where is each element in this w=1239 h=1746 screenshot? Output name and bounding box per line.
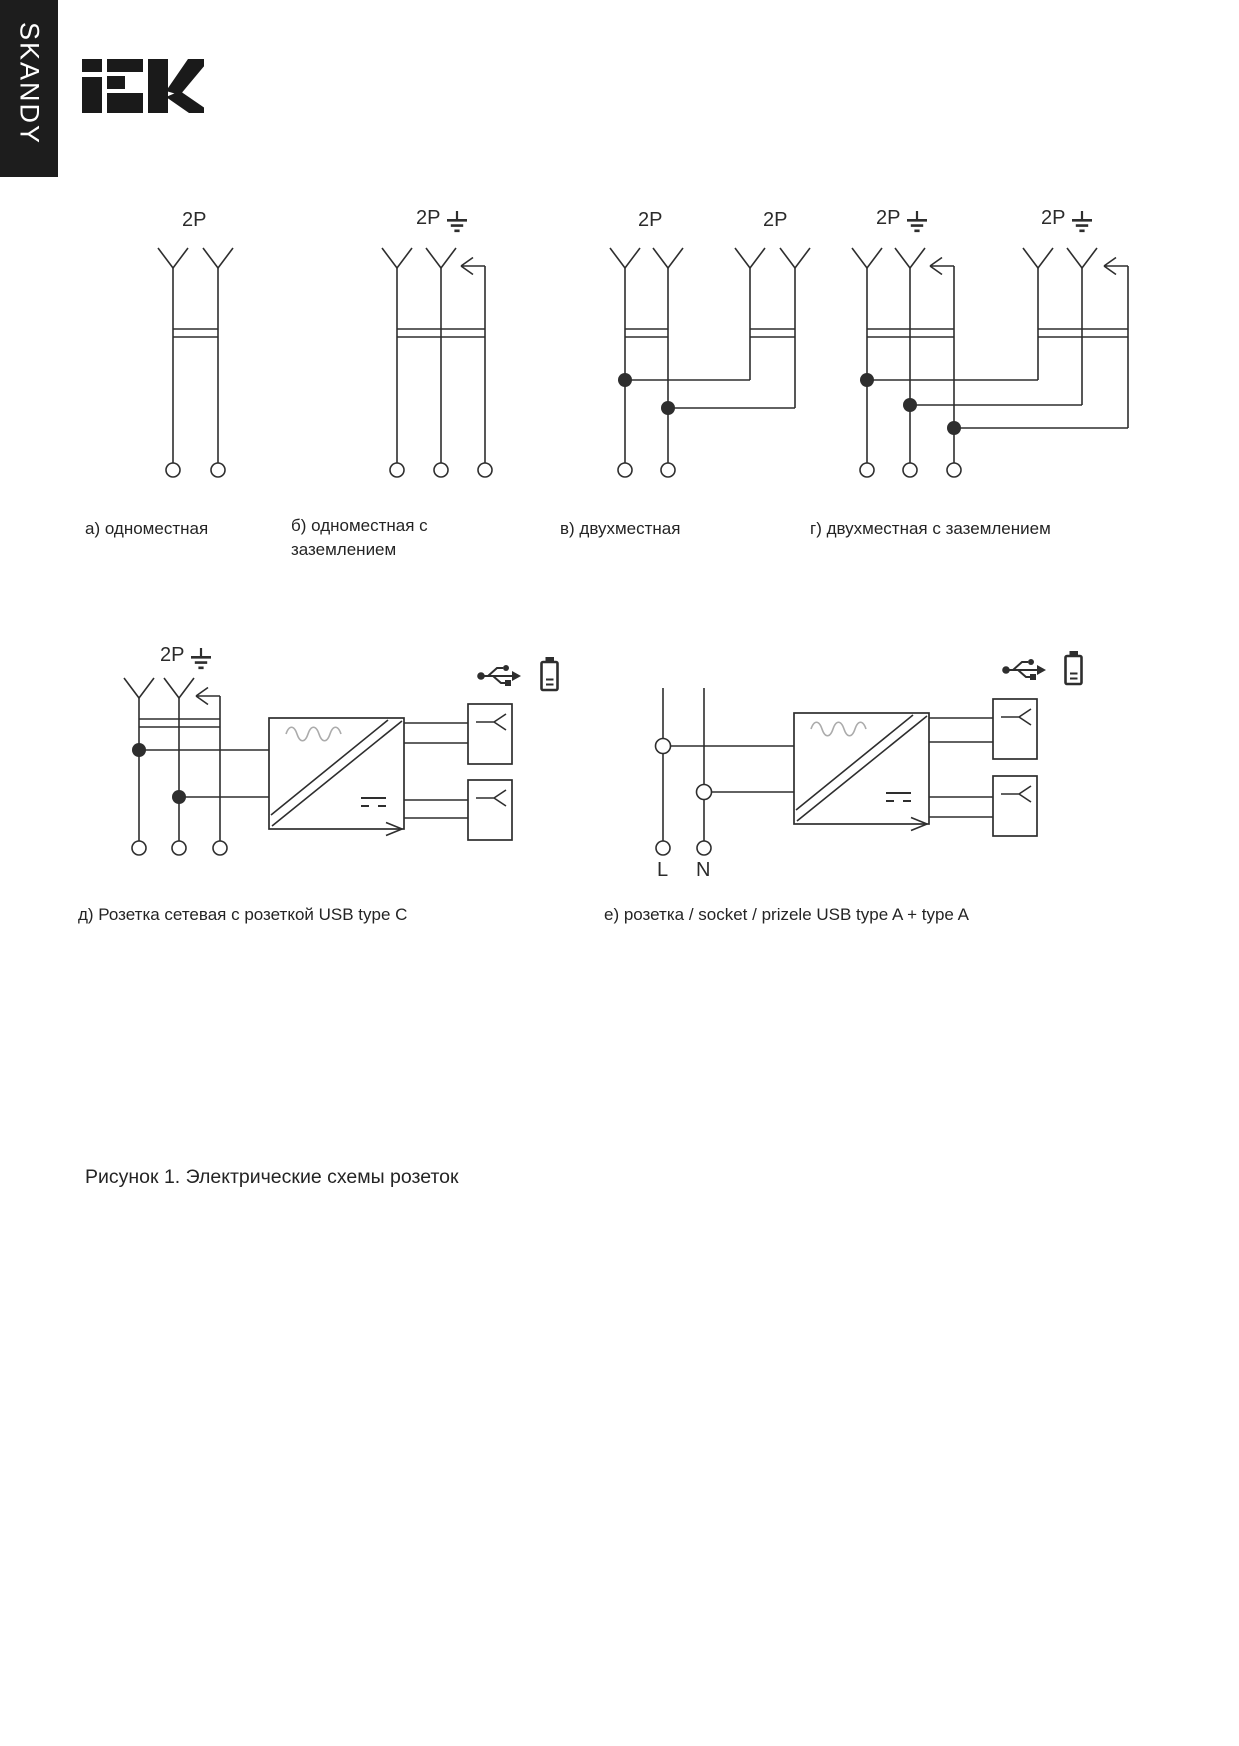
ground-icon <box>1071 210 1093 235</box>
usb-output-socket <box>468 704 512 764</box>
pole-label-v1: 2P <box>638 209 663 231</box>
pole-label-g1: 2P <box>876 208 928 235</box>
converter-box <box>269 718 404 836</box>
caption-a: а) одноместная <box>85 519 209 538</box>
usb-output-socket <box>468 780 512 840</box>
caption-b-line2: заземлением <box>291 540 397 559</box>
caption-b-line1: б) одноместная с <box>291 516 428 535</box>
terminal-label-neutral: N <box>696 859 711 881</box>
ground-icon <box>906 210 928 235</box>
pole-label-b: 2P <box>416 208 468 235</box>
terminal-label-line: L <box>657 859 669 881</box>
schematic-e <box>656 651 1082 855</box>
usb-icon <box>477 665 521 686</box>
schematic-d <box>124 657 558 855</box>
converter-box <box>794 713 929 831</box>
battery-icon <box>1066 651 1082 684</box>
pole-label-v2: 2P <box>763 209 788 231</box>
pole-label-a: 2P <box>182 209 207 231</box>
caption-e: е) розетка / socket / prizele USB type A + type A <box>604 905 970 924</box>
schematic-g <box>852 248 1128 477</box>
usb-output-socket <box>993 699 1037 759</box>
caption-b <box>291 514 428 562</box>
pole-label-g2: 2P <box>1041 208 1093 235</box>
usb-icon <box>1002 659 1046 680</box>
ground-icon <box>190 647 212 672</box>
schematic-a <box>158 248 233 477</box>
pole-label-d: 2P <box>160 645 212 672</box>
caption-g: г) двухместная с заземлением <box>810 519 1051 538</box>
schematic-v <box>610 248 810 477</box>
caption-d: д) Розетка сетевая с розеткой USB type C <box>78 905 408 924</box>
series-tab-label: SKANDY <box>14 22 45 146</box>
figure-caption: Рисунок 1. Электрические схемы розеток <box>85 1166 459 1188</box>
ground-icon <box>446 210 468 235</box>
battery-icon <box>542 657 558 690</box>
caption-v: в) двухместная <box>560 519 681 538</box>
schematic-b <box>382 248 492 477</box>
usb-output-socket <box>993 776 1037 836</box>
